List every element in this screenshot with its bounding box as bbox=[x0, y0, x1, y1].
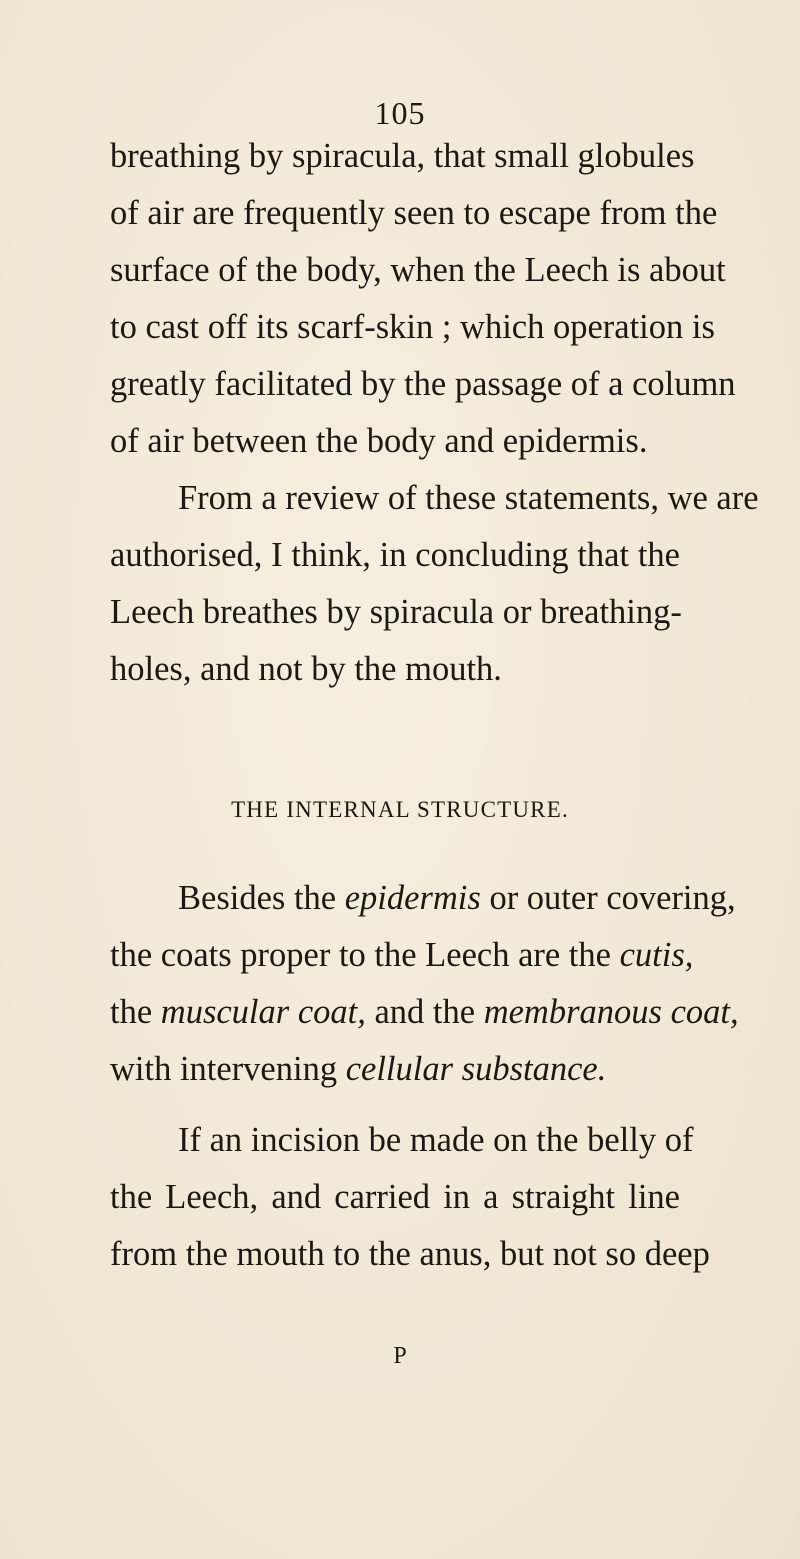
text-block-internal-structure bbox=[110, 870, 739, 1098]
page-number: 105 bbox=[374, 95, 426, 131]
text-line: to cast off its scarf-skin ; which operation is bbox=[110, 308, 715, 346]
text-line: holes, and not by the mouth. bbox=[110, 650, 502, 688]
text-run: Besides the bbox=[178, 879, 345, 917]
section-heading: THE INTERNAL STRUCTURE. bbox=[231, 797, 569, 822]
italic-term-cutis: cutis, bbox=[619, 936, 694, 974]
italic-term-muscular-coat: muscular coat, bbox=[160, 993, 366, 1031]
text-run: with intervening bbox=[110, 1050, 346, 1088]
text-line: breathing by spiracula, that small globules bbox=[110, 137, 695, 175]
text-line: the Leech, and carried in a straight line bbox=[110, 1178, 680, 1216]
text-line: From a review of these statements, we are bbox=[178, 479, 759, 517]
italic-term-coat: coat, bbox=[661, 993, 739, 1031]
text-line: from the mouth to the anus, but not so deep bbox=[110, 1235, 710, 1273]
text-block-breathing bbox=[110, 128, 759, 698]
text-run: the bbox=[110, 993, 161, 1031]
text-line bbox=[110, 870, 736, 927]
italic-term-membranous: membranous bbox=[483, 993, 662, 1031]
text-line: authorised, I think, in concluding that the bbox=[110, 536, 680, 574]
text-run: or outer covering, bbox=[480, 879, 736, 917]
text-run: and the bbox=[365, 993, 484, 1031]
text-line: greatly facilitated by the passage of a column bbox=[110, 365, 736, 403]
text-line bbox=[110, 927, 694, 984]
text-line: of air between the body and epidermis. bbox=[110, 422, 648, 460]
text-line: Leech breathes by spiracula or breathing- bbox=[110, 593, 682, 631]
text-line: of air are frequently seen to escape from the bbox=[110, 194, 718, 232]
signature-mark: P bbox=[393, 1343, 407, 1369]
italic-term-epidermis: epidermis bbox=[344, 879, 481, 917]
text-line bbox=[110, 984, 739, 1041]
text-block-incision bbox=[110, 1112, 710, 1283]
italic-term-cellular-substance: cellular substance. bbox=[345, 1050, 607, 1088]
text-line: If an incision be made on the belly of bbox=[178, 1121, 694, 1159]
text-line: surface of the body, when the Leech is about bbox=[110, 251, 726, 289]
text-line bbox=[110, 1041, 680, 1098]
text-run: the coats proper to the Leech are the bbox=[110, 936, 620, 974]
